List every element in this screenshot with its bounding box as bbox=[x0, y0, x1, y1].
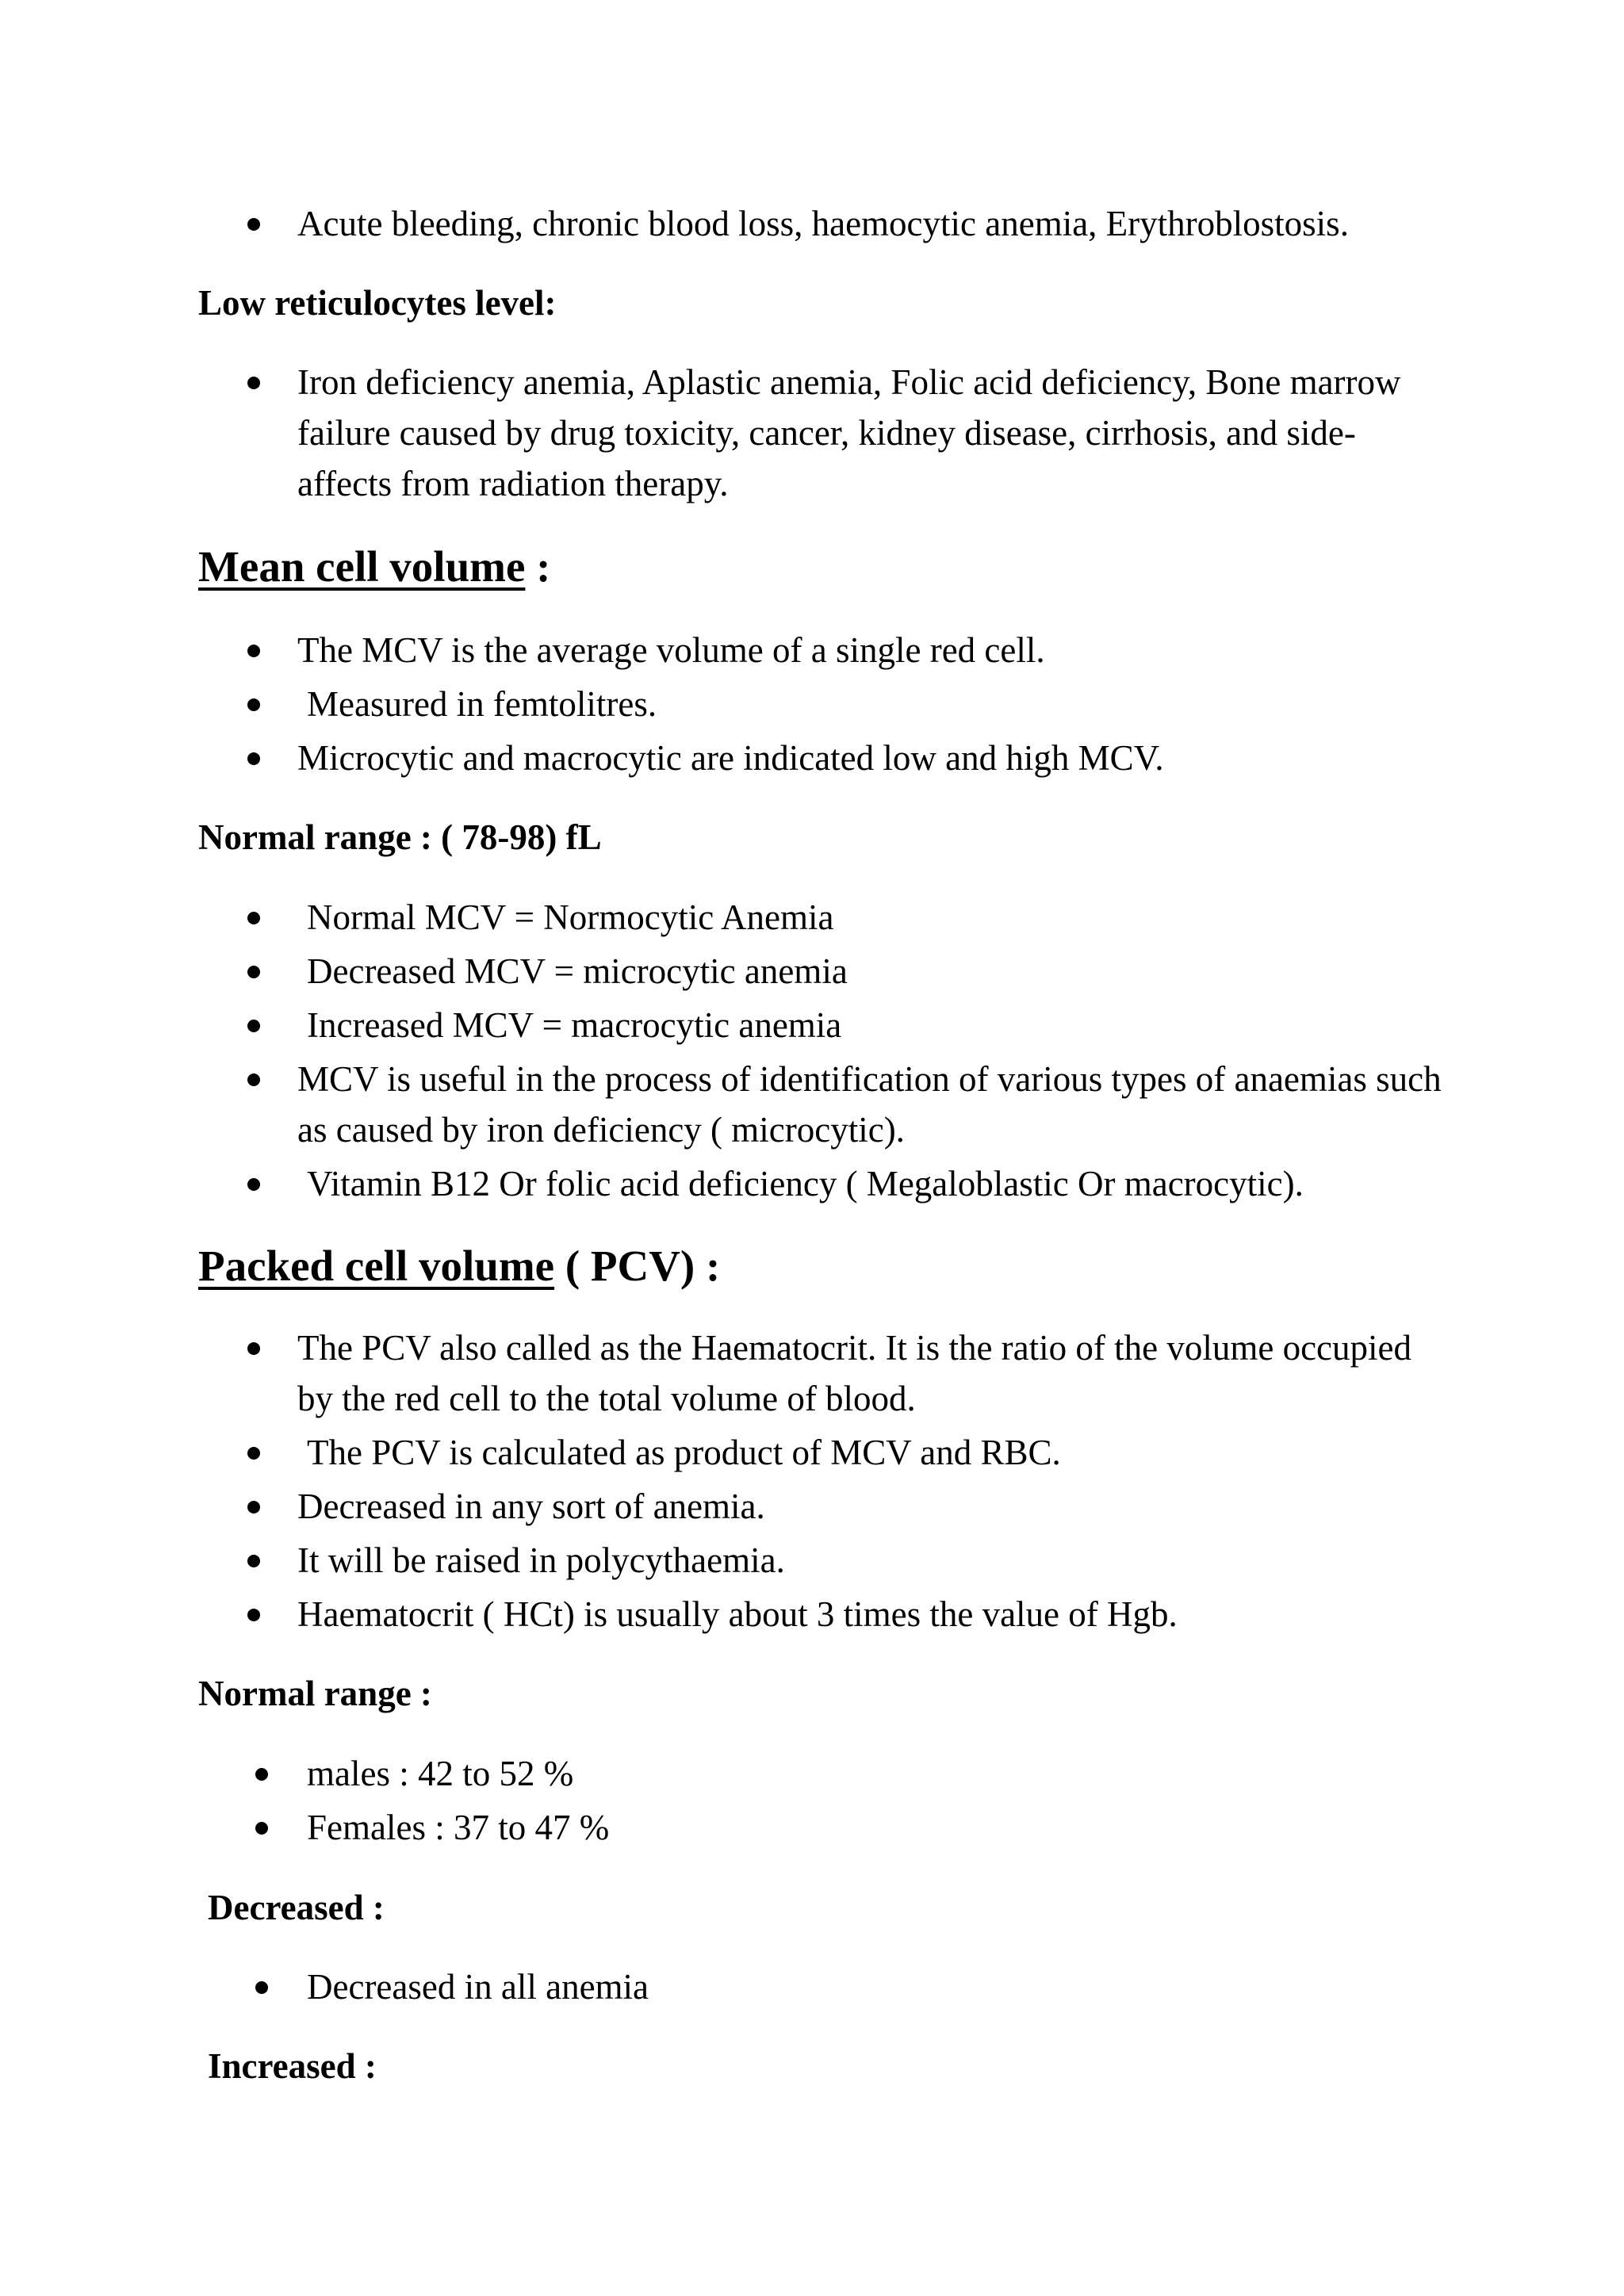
list-item: Vitamin B12 Or folic acid deficiency ( Megaloblastic Or macrocytic). bbox=[0, 1158, 1624, 1209]
pcv-normal-range-label: Normal range : bbox=[198, 1674, 432, 1713]
list-item: Acute bleeding, chronic blood loss, haemocytic anemia, Erythroblostosis. bbox=[0, 198, 1624, 249]
bullet-icon bbox=[255, 1981, 268, 1994]
mcv-range-list bbox=[0, 892, 1624, 1212]
list-item: The PCV is calculated as product of MCV and RBC. bbox=[0, 1427, 1624, 1478]
mcv-heading-title: Mean cell volume bbox=[198, 542, 526, 591]
bullet-icon bbox=[247, 912, 260, 924]
pcv-increased-label: Increased : bbox=[208, 2046, 377, 2086]
pcv-decreased-list bbox=[0, 1961, 1624, 2015]
bullet-icon bbox=[255, 1822, 268, 1835]
list-item: Measured in femtolitres. bbox=[0, 679, 1624, 729]
list-item: Increased MCV = macrocytic anemia bbox=[0, 1000, 1624, 1050]
list-item: Iron deficiency anemia, Aplastic anemia, Folic acid deficiency, Bone marrow failure caused by drug toxicity, cancer, kidney disease, cirrhosis, and side- affects from radiation therapy. bbox=[0, 357, 1624, 509]
bullet-icon bbox=[247, 966, 260, 978]
bullet-icon bbox=[247, 1342, 260, 1355]
bullet-icon bbox=[247, 1447, 260, 1460]
pcv-range-list bbox=[0, 1748, 1624, 1856]
bullet-icon bbox=[247, 1178, 260, 1191]
bullet-icon bbox=[247, 377, 260, 389]
bullet-icon bbox=[247, 645, 260, 657]
pcv-heading-suffix: ( PCV) : bbox=[554, 1242, 721, 1290]
list-item: Females : 37 to 47 % bbox=[0, 1802, 1624, 1853]
pcv-heading bbox=[198, 1238, 720, 1294]
bullet-icon bbox=[247, 218, 260, 231]
bullet-icon bbox=[255, 1768, 268, 1781]
bullet-icon bbox=[247, 752, 260, 765]
pcv-decreased-label: Decreased : bbox=[208, 1888, 385, 1927]
pcv-list bbox=[0, 1322, 1624, 1643]
mcv-normal-range-label: Normal range : ( 78-98) fL bbox=[198, 817, 602, 857]
mcv-heading-suffix: : bbox=[525, 542, 551, 591]
list-item: The MCV is the average volume of a single red cell. bbox=[0, 625, 1624, 675]
bullet-icon bbox=[247, 1555, 260, 1567]
list-item: males : 42 to 52 % bbox=[0, 1748, 1624, 1799]
low-reticulocytes-list bbox=[0, 357, 1624, 512]
list-item: Normal MCV = Normocytic Anemia bbox=[0, 892, 1624, 943]
top-bullet-list bbox=[0, 198, 1624, 252]
bullet-icon bbox=[247, 1501, 260, 1513]
pcv-heading-title: Packed cell volume bbox=[198, 1242, 555, 1290]
list-item: Decreased in any sort of anemia. bbox=[0, 1481, 1624, 1532]
list-item: Haematocrit ( HCt) is usually about 3 times the value of Hgb. bbox=[0, 1589, 1624, 1640]
bullet-icon bbox=[247, 698, 260, 711]
mcv-heading bbox=[198, 539, 550, 595]
low-reticulocytes-label: Low reticulocytes level: bbox=[198, 283, 557, 323]
list-item: The PCV also called as the Haematocrit. It is the ratio of the volume occupied by the red cell to the total volume of blood. bbox=[0, 1322, 1624, 1424]
list-item: Decreased in all anemia bbox=[0, 1961, 1624, 2012]
list-item: MCV is useful in the process of identification of various types of anaemias such as caused by iron deficiency ( microcytic). bbox=[0, 1054, 1624, 1155]
list-item: It will be raised in polycythaemia. bbox=[0, 1535, 1624, 1586]
list-item: Microcytic and macrocytic are indicated low and high MCV. bbox=[0, 733, 1624, 783]
bullet-icon bbox=[247, 1609, 260, 1621]
mcv-list bbox=[0, 625, 1624, 786]
bullet-icon bbox=[247, 1020, 260, 1032]
list-item: Decreased MCV = microcytic anemia bbox=[0, 946, 1624, 997]
bullet-icon bbox=[247, 1073, 260, 1086]
